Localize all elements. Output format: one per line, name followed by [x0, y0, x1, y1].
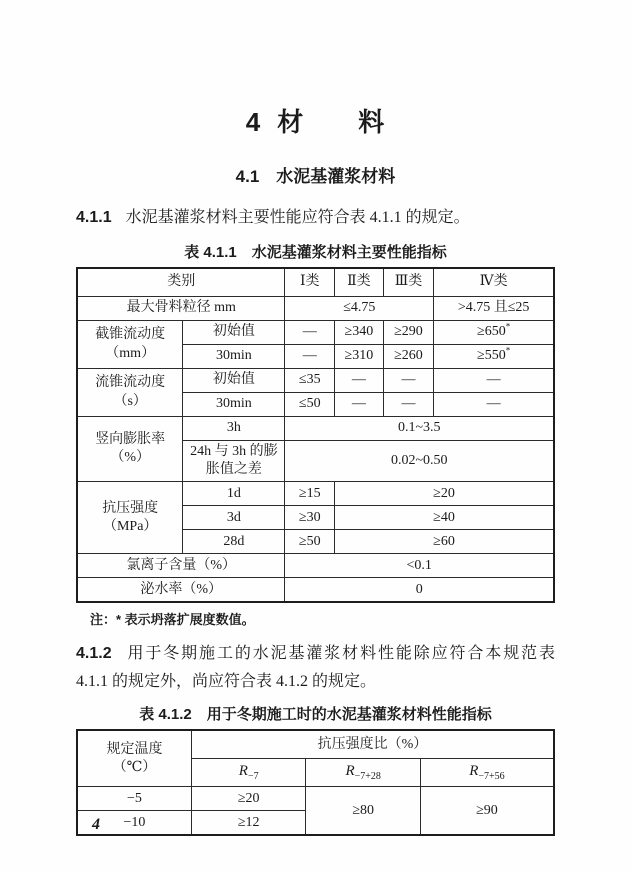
table-cell: —	[285, 321, 335, 345]
r-subscript: −7	[247, 771, 259, 783]
sub-label: 1d	[183, 482, 285, 506]
group-label-text: 截锥流动度	[95, 327, 166, 343]
table-4-1-2	[76, 729, 555, 836]
table-cell: ≥40	[335, 506, 554, 530]
cell-value: ≥650	[477, 324, 506, 340]
table-cell: —	[383, 393, 434, 417]
group-label-text: 抗压强度	[102, 500, 159, 516]
table-cell	[434, 321, 554, 345]
sub-label: 30min	[183, 393, 285, 417]
cell-max-aggregate-c4: >4.75 且≤25	[434, 297, 554, 321]
sub-label: 30min	[183, 345, 285, 369]
footnote-marker: *	[505, 321, 511, 332]
sub-label: 3h	[183, 417, 285, 441]
r-symbol	[469, 763, 505, 783]
header-cell-category: 类别	[77, 268, 285, 297]
sub-label: 24h 与 3h 的膨胀值之差	[183, 441, 285, 482]
clause-number: 4.1.1	[76, 209, 112, 226]
clause-line	[76, 668, 555, 696]
r-subscript: −7+56	[478, 771, 505, 783]
table-cell: ≥30	[285, 506, 335, 530]
table-row	[77, 268, 554, 297]
table-row	[77, 578, 554, 603]
table-cell: ≥50	[285, 530, 335, 554]
group-label-flow-cone	[77, 369, 183, 417]
r-symbol	[238, 763, 259, 783]
header-temp-label: 规定温度	[106, 741, 163, 757]
header-cell-r7-56	[420, 759, 554, 787]
table-cell: 0.1~3.5	[285, 417, 554, 441]
clause-line	[76, 204, 555, 232]
cell-max-aggregate-c123: ≤4.75	[285, 297, 434, 321]
chapter-number: 4	[245, 107, 262, 137]
chapter-title	[76, 0, 555, 138]
table-cell: —	[335, 393, 384, 417]
cell-temp-minus10: −10	[77, 811, 191, 836]
table-cell: <0.1	[285, 554, 554, 578]
group-label-vertical-expansion	[77, 417, 183, 482]
clause-text-line2: 4.1.1 的规定外，尚应符合表 4.1.2 的规定。	[76, 673, 377, 691]
sub-label: 初始值	[183, 321, 285, 345]
table-cell: ≥290	[383, 321, 434, 345]
table-row	[77, 730, 554, 759]
group-label-text: 流锥流动度	[95, 375, 166, 391]
table-cell: ≥12	[191, 811, 305, 836]
table-cell: —	[335, 369, 384, 393]
r-symbol	[345, 763, 381, 783]
cell-value: ≥550	[477, 348, 506, 364]
table-cell: ≥20	[191, 787, 305, 811]
header-cell-class1: Ⅰ类	[285, 268, 335, 297]
header-cell-class3: Ⅲ类	[383, 268, 434, 297]
table-cell: —	[434, 369, 554, 393]
page-number: 4	[92, 816, 100, 833]
table-row	[77, 321, 554, 345]
r-subscript: −7+28	[354, 771, 381, 783]
table-cell: —	[285, 345, 335, 369]
section-title: 4.1 水泥基灌浆材料	[235, 167, 396, 186]
group-label-compressive-strength	[77, 482, 183, 554]
table-4-1-2-caption: 表 4.1.2 用于冬期施工时的水泥基灌浆材料性能指标	[139, 706, 492, 724]
footnote-marker: *	[505, 345, 511, 356]
table-cell: 0	[285, 578, 554, 603]
header-cell-r7-28	[306, 759, 420, 787]
sub-label: 28d	[183, 530, 285, 554]
r-base: R	[345, 763, 355, 780]
table-cell: 0.02~0.50	[285, 441, 554, 482]
table-cell: ≥15	[285, 482, 335, 506]
clause-number: 4.1.2	[76, 645, 112, 663]
row-label-chloride: 氯离子含量（%）	[77, 554, 285, 578]
table-cell: —	[434, 393, 554, 417]
clause-4-1-1	[76, 204, 555, 232]
cell-temp-minus5: −5	[77, 787, 191, 811]
group-label-unit: （%）	[110, 450, 151, 466]
table-4-1-1	[76, 267, 555, 603]
table-row	[77, 297, 554, 321]
r-base: R	[238, 763, 248, 780]
row-label-max-aggregate: 最大骨料粒径 mm	[77, 297, 285, 321]
group-label-unit: （MPa）	[102, 518, 158, 534]
sub-label: 初始值	[183, 369, 285, 393]
table-row	[77, 369, 554, 393]
table-row	[77, 417, 554, 441]
row-label-bleeding: 泌水率（%）	[77, 578, 285, 603]
header-cell-r7	[191, 759, 305, 787]
table-cell: ≥80	[306, 787, 420, 836]
header-cell-strength-ratio: 抗压强度比（%）	[191, 730, 554, 759]
header-cell-class4: Ⅳ类	[434, 268, 554, 297]
sub-label: 3d	[183, 506, 285, 530]
clause-text-line1: 用于冬期施工的水泥基灌浆材料性能除应符合本规范表	[125, 645, 555, 663]
table-cell: ≤35	[285, 369, 335, 393]
r-base: R	[469, 763, 479, 780]
note-text: * 表示坍落扩展度数值。	[116, 612, 255, 628]
header-cell-class2: Ⅱ类	[335, 268, 384, 297]
table-cell: ≤50	[285, 393, 335, 417]
table-cell: ≥340	[335, 321, 384, 345]
table-cell: ≥260	[383, 345, 434, 369]
group-label-unit: （s）	[113, 393, 147, 409]
group-label-text: 竖向膨胀率	[95, 432, 166, 447]
group-label-truncated-cone-flow	[77, 321, 183, 369]
header-cell-temperature	[77, 730, 191, 787]
header-temp-unit: （℃）	[112, 759, 157, 775]
clause-text: 水泥基灌浆材料主要性能应符合表 4.1.1 的规定。	[125, 209, 470, 226]
table-cell: ≥20	[335, 482, 554, 506]
note-label: 注：	[90, 612, 117, 628]
table-row	[77, 482, 554, 506]
clause-4-1-2	[76, 640, 555, 696]
table-cell: —	[383, 369, 434, 393]
table-cell	[434, 345, 554, 369]
group-label-unit: （mm）	[105, 345, 156, 361]
chapter-name: 材 料	[277, 107, 386, 137]
table-4-1-1-caption: 表 4.1.1 水泥基灌浆材料主要性能指标	[184, 244, 447, 261]
table-row	[77, 554, 554, 578]
clause-line	[76, 640, 555, 668]
table-cell: ≥310	[335, 345, 384, 369]
table-row	[77, 787, 554, 811]
table-cell: ≥90	[420, 787, 554, 836]
table-cell: ≥60	[335, 530, 554, 554]
table-note	[90, 611, 555, 628]
